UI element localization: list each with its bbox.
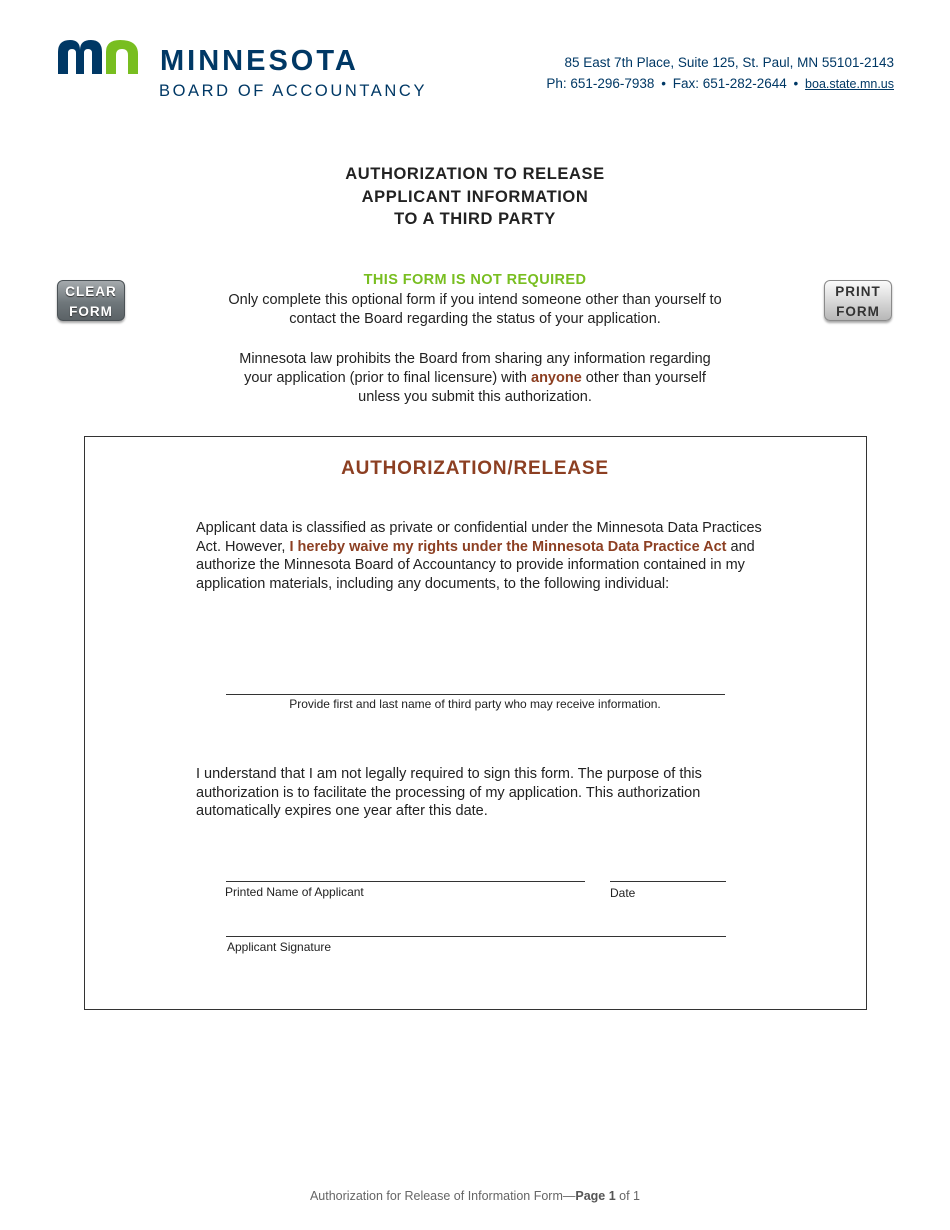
clear-label-line: FORM bbox=[69, 304, 113, 319]
paragraph-line: Applicant data is classified as private or confidential under the Minnesota Data Practices bbox=[196, 520, 762, 536]
print-label-line: PRINT bbox=[835, 284, 881, 299]
emphasis-anyone: anyone bbox=[531, 370, 582, 386]
address: 85 East 7th Place, Suite 125, St. Paul, MN 55101-2143 bbox=[564, 55, 894, 70]
paragraph-line: authorize the Minnesota Board of Accountancy to provide information contained in my bbox=[196, 557, 745, 574]
signature-caption: Applicant Signature bbox=[227, 940, 332, 954]
notice-text: other than yourself bbox=[581, 370, 706, 386]
notice-line: unless you submit this authorization. bbox=[358, 389, 592, 405]
title-line: AUTHORIZATION TO RELEASE bbox=[345, 165, 605, 183]
release-title: AUTHORIZATION/RELEASE bbox=[341, 458, 609, 479]
paragraph-line: automatically expires one year after this date. bbox=[196, 803, 488, 820]
printed-name-field[interactable] bbox=[226, 881, 585, 882]
website-link[interactable]: boa.state.mn.us bbox=[805, 77, 894, 91]
printed-name-caption: Printed Name of Applicant bbox=[225, 885, 364, 899]
contact-info bbox=[546, 52, 894, 95]
third-party-name-field[interactable] bbox=[226, 694, 725, 695]
date-caption: Date bbox=[610, 886, 636, 900]
signature-field[interactable] bbox=[226, 936, 726, 937]
footer-page-total: of 1 bbox=[615, 1189, 641, 1203]
notice-text: your application (prior to final licensure) with bbox=[244, 370, 531, 386]
third-party-caption: Provide first and last name of third party who may receive information. bbox=[289, 697, 661, 711]
bullet-separator: • bbox=[661, 76, 666, 91]
date-field[interactable] bbox=[610, 881, 726, 882]
page-title bbox=[0, 163, 950, 231]
mn-logo-icon bbox=[55, 36, 141, 76]
clear-label-line: CLEAR bbox=[65, 284, 117, 299]
fax: Fax: 651-282-2644 bbox=[672, 76, 787, 91]
bullet-separator: • bbox=[793, 76, 799, 91]
paragraph-line bbox=[196, 538, 816, 557]
notice-line bbox=[0, 369, 950, 388]
phone-fax-line bbox=[546, 73, 894, 95]
waiver-emphasis: I hereby waive my rights under the Minnesota Data Practice Act bbox=[289, 538, 727, 555]
title-line: APPLICANT INFORMATION bbox=[361, 187, 589, 206]
waiver-paragraph bbox=[196, 519, 816, 594]
footer-page-number: Page 1 bbox=[575, 1189, 616, 1203]
title-line: TO A THIRD PARTY bbox=[394, 210, 556, 228]
law-notice bbox=[0, 350, 950, 407]
notice-line: Only complete this optional form if you intend someone other than yourself to bbox=[228, 292, 722, 308]
paragraph-text: Act. However, bbox=[196, 538, 290, 555]
paragraph-line: authorization is to facilitate the processing of my application. This authorization bbox=[196, 784, 701, 801]
print-label-line: FORM bbox=[836, 304, 880, 319]
notice-line: Minnesota law prohibits the Board from sharing any information regarding bbox=[239, 351, 711, 367]
paragraph-text: and bbox=[726, 538, 755, 555]
paragraph-line: I understand that I am not legally required to sign this form. The purpose of this bbox=[196, 766, 702, 782]
logo-subtitle: BOARD OF ACCOUNTANCY bbox=[159, 82, 428, 100]
logo-name: MINNESOTA bbox=[160, 45, 359, 77]
phone: Ph: 651-296-7938 bbox=[546, 76, 655, 91]
paragraph-line: application materials, including any documents, to the following individual: bbox=[196, 576, 670, 593]
understanding-paragraph bbox=[196, 765, 816, 821]
not-required-heading: THIS FORM IS NOT REQUIRED bbox=[363, 272, 587, 288]
notice-line: contact the Board regarding the status of your application. bbox=[289, 311, 661, 327]
optional-notice bbox=[0, 291, 950, 329]
page-footer bbox=[0, 1189, 950, 1203]
footer-form-name: Authorization for Release of Information Form— bbox=[309, 1189, 576, 1203]
